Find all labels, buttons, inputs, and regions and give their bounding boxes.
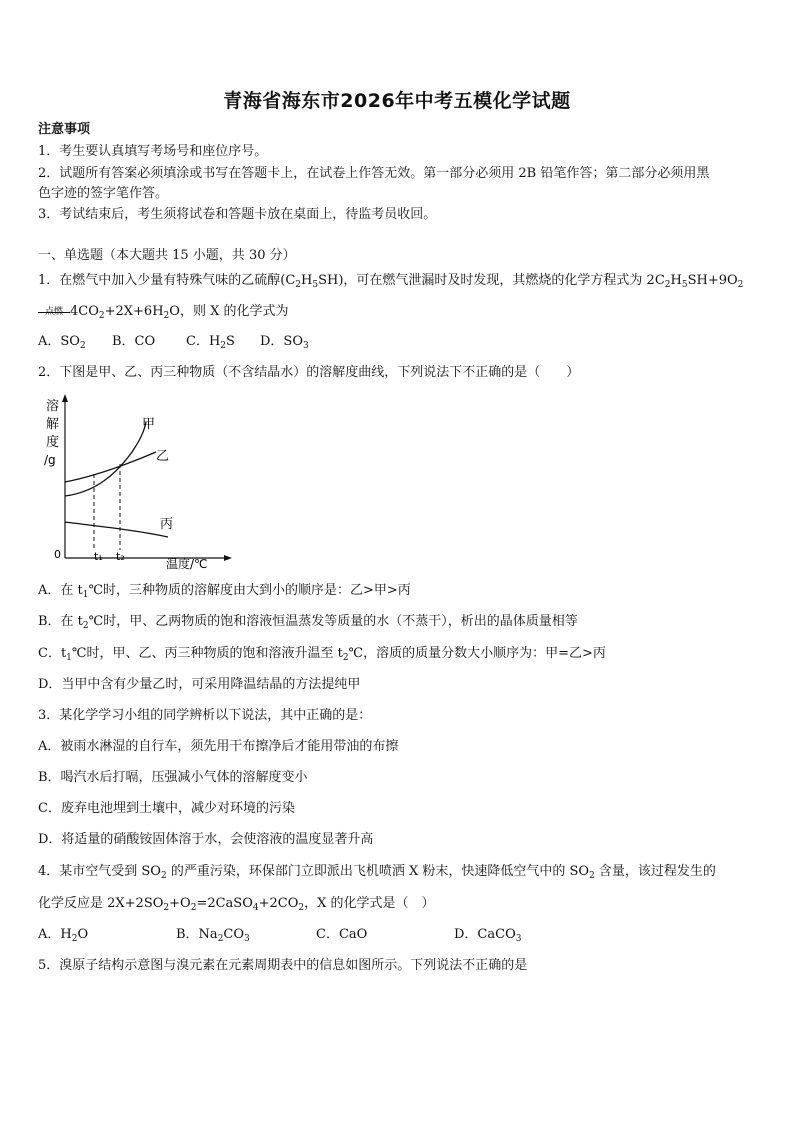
curve-jia — [65, 422, 146, 496]
question-3-option-d[interactable]: D．将适量的硝酸铵固体溶于水，会使溶液的温度显著升高 — [38, 832, 374, 847]
option-c[interactable]: C．$H_2S$ — [186, 334, 235, 351]
question-3-stem: 3．某化学学习小组的同学辨析以下说法，其中正确的是： — [38, 708, 372, 723]
section-heading: 一、单选题（本大题共 15 小题，共 30 分） — [38, 248, 296, 263]
solubility-graph — [36, 392, 236, 570]
option-b[interactable]: B．CO — [112, 334, 156, 349]
label-jia: 甲 — [142, 417, 156, 432]
y-axis-label-2: 解 — [46, 417, 60, 432]
notice-item-2-cont: 色字迹的签字笔作答。 — [38, 186, 169, 201]
question-3-option-a[interactable]: A．被雨水淋湿的自行车，须先用干布擦净后才能用带油的布擦 — [38, 739, 399, 754]
y-axis-label-1: 溶 — [46, 399, 60, 414]
x-axis-arrow — [224, 555, 232, 561]
question-2-option-c[interactable]: C．$t_1℃$时，甲、乙、丙三种物质的饱和溶液升温至 $t_2℃$，溶质的质量分数大小顺序为：甲=乙>丙 — [38, 646, 606, 663]
question-2-stem: 2．下图是甲、乙、丙三种物质（不含结晶水）的溶解度曲线，下列说法下不正确的是（ ） — [38, 365, 580, 380]
label-yi: 乙 — [156, 449, 170, 464]
question-2-option-a[interactable]: A．在 $t_1℃$时，三种物质的溶解度由大到小的顺序是：乙>甲>丙 — [38, 583, 411, 600]
option-d[interactable]: D．CaCO$_3$ — [454, 927, 522, 944]
question-1-options — [38, 334, 309, 350]
question-3-option-b[interactable]: B．喝汽水后打嗝，压强减小气体的溶解度变小 — [38, 770, 308, 785]
page-title: 青海省海东市2026年中考五模化学试题 — [223, 90, 571, 112]
x-axis-label: 温度/℃ — [166, 557, 208, 570]
curve-yi — [65, 452, 156, 482]
option-c[interactable]: C．CaO — [316, 927, 368, 942]
option-a[interactable]: A．$SO_2$ — [38, 334, 86, 351]
question-1-equation: 点燃 $4CO_2+2X+6H_2O$，则 X 的化学式为 — [38, 304, 288, 320]
t1-label: t₁ — [94, 550, 103, 563]
question-5-stem: 5．溴原子结构示意图与溴元素在元素周期表中的信息如图所示。下列说法不正确的是 — [38, 958, 528, 973]
y-axis-label-3: 度 — [46, 435, 60, 450]
option-b[interactable]: B．$Na_2CO_3$ — [176, 927, 250, 944]
t2-label: t₂ — [116, 550, 125, 563]
question-3-option-c[interactable]: C．废弃电池埋到土壤中，减少对环境的污染 — [38, 801, 295, 816]
label-bing: 丙 — [160, 517, 174, 532]
origin-label: 0 — [54, 548, 61, 561]
option-a[interactable]: A．$H_2O$ — [38, 927, 89, 944]
notice-item-1: 1．考生要认真填写考场号和座位序号。 — [38, 144, 268, 159]
y-axis-label-4: /g — [44, 453, 56, 467]
notice-item-3: 3．考试结束后，考生须将试卷和答题卡放在桌面上，待监考员收回。 — [38, 207, 437, 222]
notice-item-2: 2．试题所有答案必须填涂或书写在答题卡上，在试卷上作答无效。第一部分必须用 2B 铅笔作答；第二部分必须用黑 — [38, 166, 710, 181]
question-4-stem: 4．某市空气受到 $SO_2$ 的严重污染，环保部门立即派出飞机喷洒 X 粉末，快速降低空气中的 $SO_2$ 含量，该过程发生的 — [38, 864, 716, 881]
option-d[interactable]: D．$SO_3$ — [260, 334, 309, 351]
question-2-option-d[interactable]: D．当甲中含有少量乙时，可采用降温结晶的方法提纯甲 — [38, 677, 361, 692]
reaction-condition: 点燃 — [38, 304, 70, 320]
curve-bing — [65, 522, 168, 537]
y-axis-arrow — [62, 394, 68, 402]
question-2-option-b[interactable]: B．在 $t_2℃$时，甲、乙两物质的饱和溶液恒温蒸发等质量的水（不蒸干），析出的晶体质量相等 — [38, 614, 578, 631]
notice-heading: 注意事项 — [38, 122, 91, 137]
question-4-stem-cont: 化学反应是 $2X+2SO_2+O_2=2CaSO_4+2CO_2$，X 的化学式是（ ） — [38, 896, 435, 913]
question-4-options — [38, 927, 521, 943]
question-1-stem: 1．在燃气中加入少量有特殊气味的乙硫醇$(C_2H_5SH)$，可在燃气泄漏时及时发现，其燃烧的化学方程式为 $2C_2H_5SH+9O_2$ — [38, 273, 744, 290]
